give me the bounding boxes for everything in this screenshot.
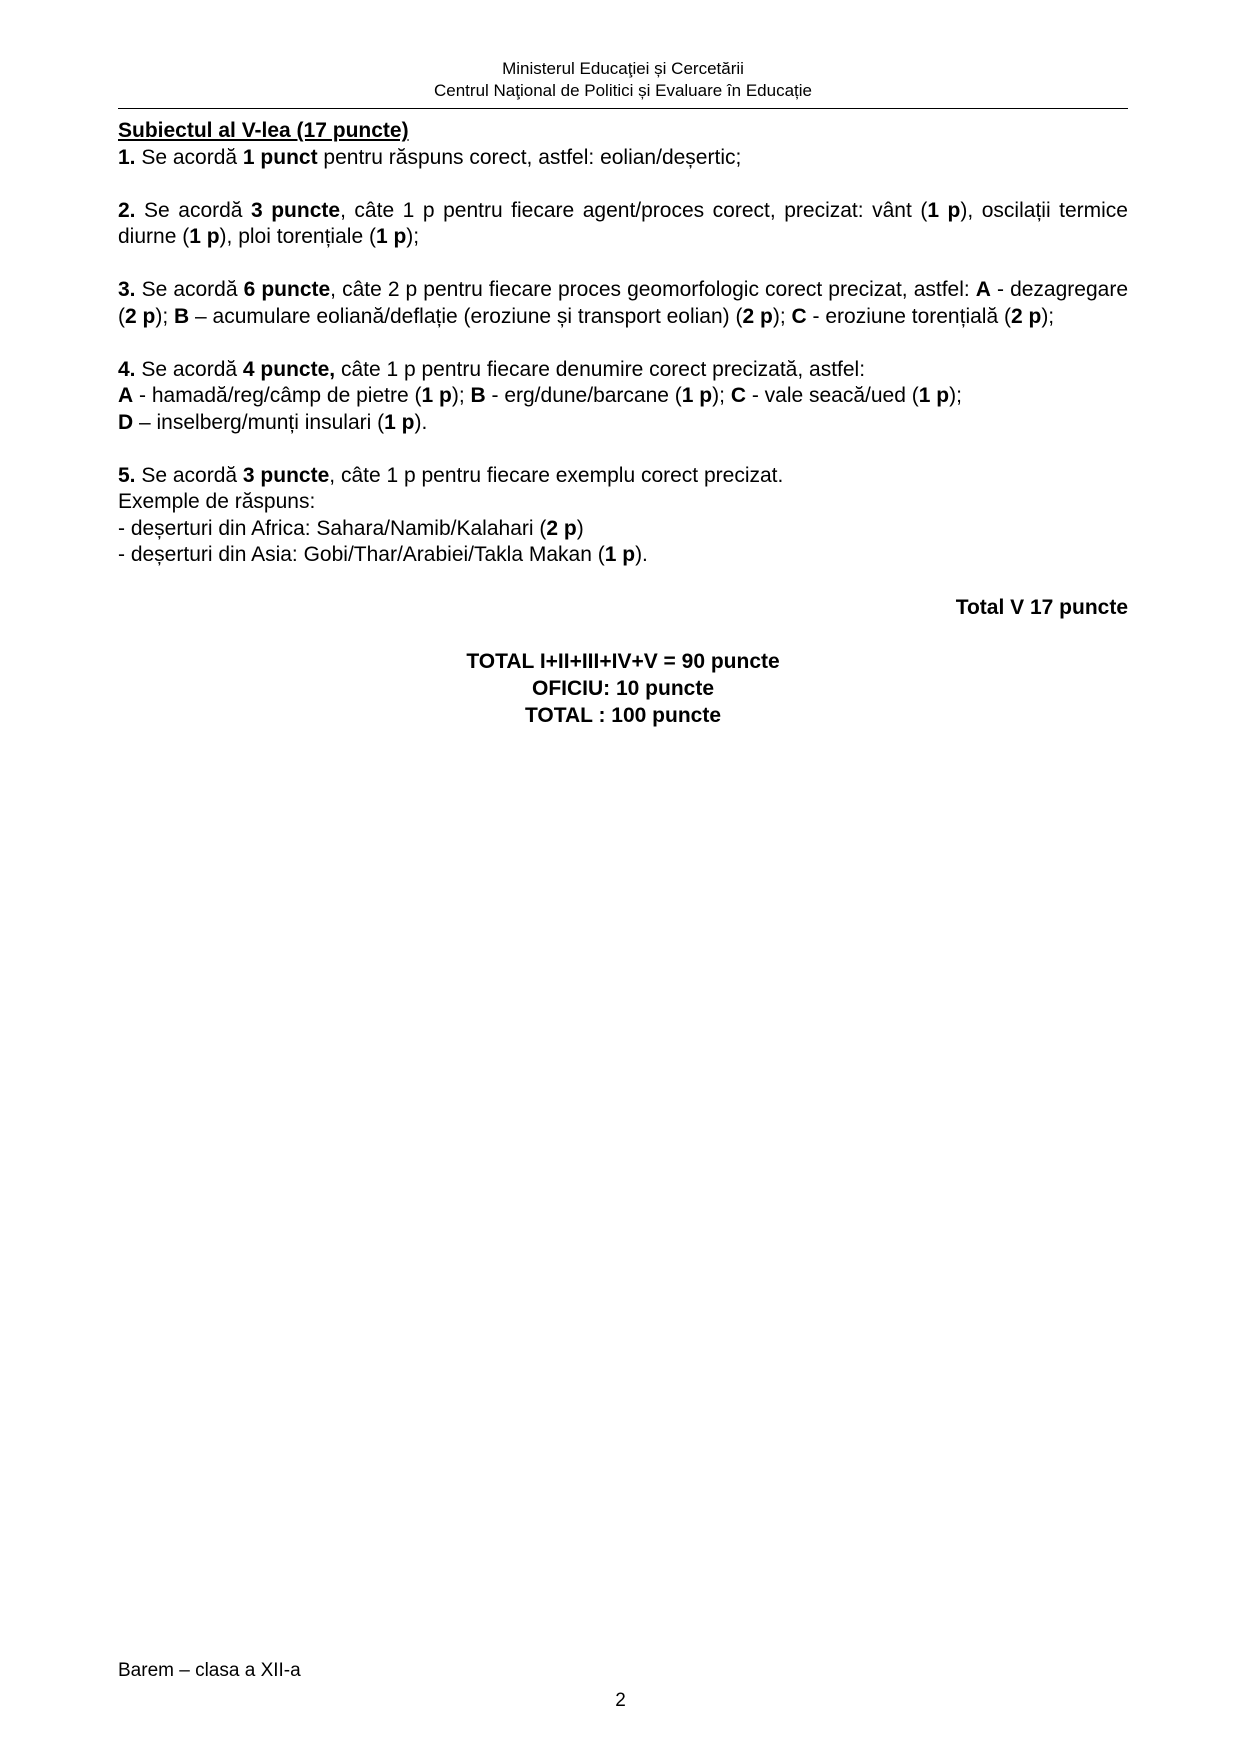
text-run: , câte 1 p pentru fiecare agent/proces corect, precizat: vânt ( [340,198,928,222]
item-5-line-1 [118,463,1128,490]
bold-run: 3 puncte [242,463,330,487]
total-subjects: TOTAL I+II+III+IV+V = 90 puncte [466,650,780,673]
header-divider [118,108,1128,109]
grand-totals [118,648,1128,729]
document-header [118,58,1128,102]
item-number: 1. [118,145,136,169]
bold-run: C [791,304,807,328]
bold-run: 6 puncte [243,278,331,301]
text-run: ); [712,384,731,407]
text-run: ). [414,410,428,434]
total-final: TOTAL : 100 puncte [524,704,722,727]
text-run: - hamadă/reg/câmp de pietre ( [133,384,422,407]
bold-run: C [730,384,746,407]
main-content [118,118,1128,729]
text-run: ); [451,384,471,407]
text-run: Se acordă [135,278,244,301]
text-run: ); [772,304,792,328]
bold-run: A [118,384,134,407]
text-run: Se acordă [135,463,243,487]
text-run: - dezagregare ( [118,278,1128,328]
text-run: Se acordă [135,145,243,169]
text-run: ); [155,304,175,328]
text-run: – acumulare eoliană/deflație (eroziune și transport eolian) ( [189,304,743,328]
item-3 [118,277,1128,330]
text-run: câte 1 p pentru fiecare denumire corect precizată, astfel: [335,357,866,381]
item-4-line-2 [118,383,1128,410]
header-ministry: Ministerul Educaţiei și Cercetării [502,59,744,78]
header-center: Centrul Naţional de Politici și Evaluare în Educație [434,81,812,100]
text-run: – inselberg/munți insulari ( [133,410,385,434]
bold-run: 2 p [125,304,156,328]
text-run: - eroziune torențială ( [806,304,1011,328]
text-run: - deșerturi din Africa: Sahara/Namib/Kalahari ( [118,516,547,540]
item-5 [118,463,1128,569]
item-number: 4. [118,357,136,381]
text-run: ), ploi torențiale ( [219,225,376,248]
total-oficiu: OFICIU: 10 puncte [531,677,715,700]
bold-run: 2 p [1010,304,1042,328]
bold-run: 1 p [375,225,407,248]
bold-run: D [118,410,134,434]
bold-run: 1 p [384,410,415,434]
bold-run: A [975,278,991,301]
text-run: ) [576,516,584,540]
item-1 [118,145,1128,172]
item-5-line-4 [118,542,1128,569]
text-run: - vale seacă/ued ( [745,384,919,407]
item-4-line-3 [118,410,1128,437]
text-run: pentru răspuns corect, astfel: eolian/deșertic; [317,145,742,169]
text-run: ), oscilații termice diurne ( [118,198,1128,248]
bold-run: 1 p [927,198,961,222]
bold-run: B [174,304,190,328]
text-run: , câte 2 p pentru fiecare proces geomorfologic corect precizat, astfel: [330,278,976,301]
bold-run: 1 p [421,384,452,407]
text-run: , câte 1 p pentru fiecare exemplu corect precizat. [329,463,784,487]
text-run: Se acordă [135,357,243,381]
text-run: - deșerturi din Asia: Gobi/Thar/Arabiei/Takla Makan ( [118,543,605,566]
item-2 [118,198,1128,251]
bold-run: 3 puncte [251,198,341,222]
item-number: 5. [118,463,136,487]
section-total: Total V 17 puncte [955,596,1128,619]
text-run: ); [406,225,420,248]
item-5-line-3 [118,516,1128,543]
item-number: 3. [118,278,136,301]
item-number: 2. [118,198,136,222]
text-run: - erg/dune/barcane ( [485,384,682,407]
item-4-line-1 [118,357,1128,384]
bold-run: 1 p [189,225,220,248]
bold-run: 1 p [604,543,636,566]
bold-run: B [470,384,486,407]
bold-run: 2 p [742,304,773,328]
bold-run: 1 p [681,384,713,407]
text-run: Se acordă [135,198,252,222]
bold-run: 1 punct [242,145,318,169]
item-5-line-2: Exemple de răspuns: [118,490,316,513]
section-title: Subiectul al V-lea (17 puncte) [118,119,409,142]
bold-run: 1 p [918,384,950,407]
text-run: ); [1041,304,1055,328]
bold-run: 2 p [546,516,577,540]
item-4 [118,357,1128,437]
footer-label: Barem – clasa a XII-a [118,1660,301,1681]
bold-run: 4 puncte, [242,357,336,381]
page-number: 2 [615,1690,626,1711]
text-run: ); [949,384,962,407]
text-run: ). [635,543,648,566]
